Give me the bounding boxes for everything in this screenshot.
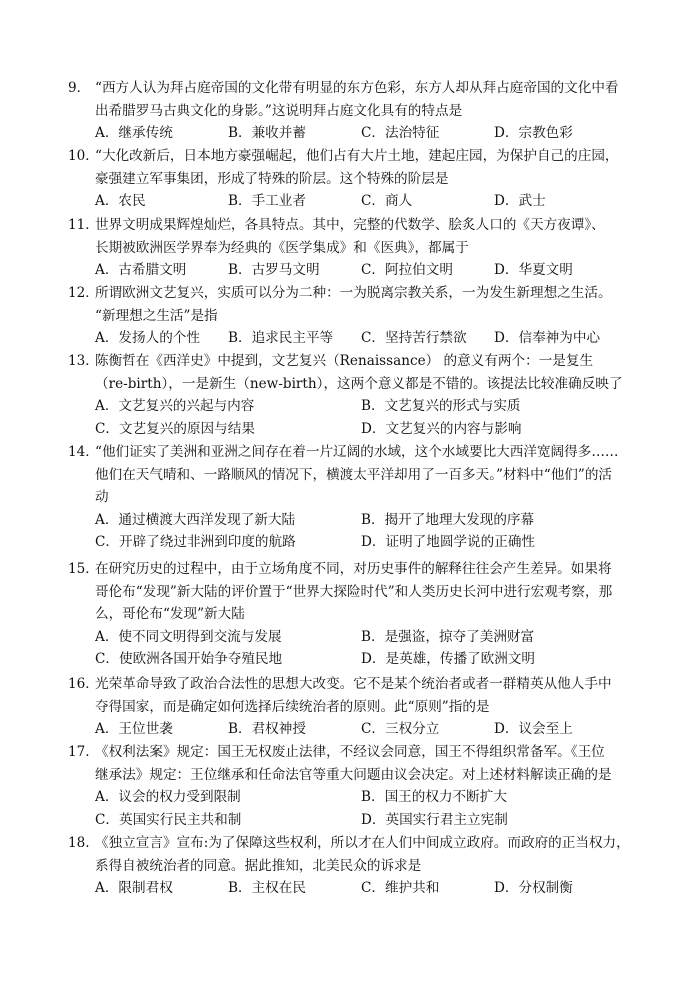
question-17: [68, 741, 668, 831]
options-row: [68, 259, 668, 282]
question-text-line: 继承法》规定：王位继承和任命法官等重大问题由议会决定。对上述材料解读正确的是: [95, 766, 612, 783]
question-text-line: （re-birth），一是新生（new-birth），这两个意义都是不错的。该提法比较准确反映了: [95, 375, 623, 392]
option-a[interactable]: A．议会的权力受到限制: [95, 789, 241, 806]
question-number: 13．: [68, 353, 99, 369]
option-b[interactable]: B．揭开了地理大发现的序幕: [361, 511, 535, 528]
question-text-line: 动: [95, 489, 109, 506]
options-row: [68, 809, 668, 832]
question-number: 11．: [68, 217, 99, 233]
question-text-line: 世界文明成果辉煌灿烂，各具特点。其中，完整的代数学、脍炙人口的《天方夜谭》、: [95, 217, 605, 233]
question-number: 12．: [68, 285, 99, 301]
question-text-line: 陈衡哲在《西洋史》中提到，文艺复兴（Renaissance） 的意义有两个：一是复生: [95, 353, 594, 369]
question-text-line: 光荣革命导致了政治合法性的思想大改变。它不是某个统治者或者一群精英从他人手中: [95, 676, 612, 692]
option-a[interactable]: A．通过横渡大西洋发现了新大陆: [95, 511, 296, 528]
question-number: 18.: [68, 835, 90, 851]
option-b[interactable]: B．追求民主平等: [228, 330, 334, 347]
option-b[interactable]: B．手工业者: [228, 193, 306, 210]
option-c[interactable]: C．开辟了绕过非洲到印度的航路: [95, 534, 296, 551]
question-text-line: 么，哥伦布“发现”新大陆: [95, 606, 245, 623]
options-row: [68, 877, 668, 900]
option-c[interactable]: C．文艺复兴的原因与结果: [95, 420, 255, 437]
options-row: [68, 327, 668, 350]
option-d[interactable]: D．是英雄，传播了欧洲文明: [361, 651, 536, 668]
option-a[interactable]: A．发扬人的个性: [95, 330, 200, 347]
question-text-line: 所谓欧洲文艺复兴，实质可以分为二种：一为脱离宗教关系，一为发生新理想之生活。: [95, 285, 612, 301]
options-row: [68, 531, 668, 554]
question-text-line: 出希腊罗马古典文化的身影。”这说明拜占庭文化具有的特点是: [95, 102, 463, 119]
question-text-line: 长期被欧洲医学界奉为经典的《医学集成》和《医典》，都属于: [95, 239, 469, 256]
question-number: 16．: [68, 676, 99, 692]
question-text-line: 系得自被统治者的同意。据此推知，北美民众的诉求是: [95, 857, 422, 874]
option-c[interactable]: C．维护共和: [361, 880, 440, 897]
option-d[interactable]: D．证明了地圆学说的正确性: [361, 534, 536, 551]
question-11: [68, 214, 668, 282]
question-18: [68, 832, 668, 900]
option-d[interactable]: D．英国实行君主立宪制: [361, 811, 508, 828]
option-c[interactable]: C．使欧洲各国开始争夺殖民地: [95, 651, 283, 668]
question-text-line: 在研究历史的过程中，由于立场角度不同，对历史事件的解释往往会产生差异。如果将: [95, 561, 612, 577]
option-b[interactable]: B．君权神授: [228, 721, 306, 738]
options-row: [68, 786, 668, 809]
option-b[interactable]: B．古罗马文明: [228, 262, 320, 279]
options-row: [68, 122, 668, 145]
question-text-line: 他们在天气晴和、一路顺风的情况下，横渡太平洋却用了一百多天。”材料中“他们”的活: [95, 466, 613, 483]
option-a[interactable]: A．文艺复兴的兴起与内容: [95, 398, 255, 415]
question-9: [68, 77, 668, 145]
option-b[interactable]: B．文艺复兴的形式与实质: [361, 398, 521, 415]
option-c[interactable]: C．英国实行民主共和制: [95, 811, 242, 828]
option-d[interactable]: D．分权制衡: [494, 880, 573, 897]
options-row: [68, 718, 668, 741]
question-14: [68, 441, 668, 554]
question-text-line: 豪强建立军事集团，形成了特殊的阶层。这个特殊的阶层是: [95, 170, 449, 187]
option-d[interactable]: D．武士: [494, 193, 546, 210]
question-text-line: “西方人认为拜占庭帝国的文化带有明显的东方色彩，东方人却从拜占庭帝国的文化中看: [95, 80, 619, 96]
option-c[interactable]: C．三权分立: [361, 721, 440, 738]
options-row: [68, 395, 668, 418]
question-number: 14．: [68, 444, 99, 460]
options-row: [68, 418, 668, 441]
question-text-line: 哥伦布“发现”新大陆的评价置于“世界大探险时代”和人类历史长河中进行宏观考察，那: [95, 583, 613, 600]
option-c[interactable]: C．阿拉伯文明: [361, 262, 453, 279]
question-10: [68, 145, 668, 213]
question-number: 9．: [68, 80, 91, 96]
option-a[interactable]: A．继承传统: [95, 125, 173, 142]
option-a[interactable]: A．使不同文明得到交流与发展: [95, 628, 282, 645]
question-15: [68, 558, 668, 671]
option-b[interactable]: B．国王的权力不断扩大: [361, 789, 507, 806]
option-a[interactable]: A．限制君权: [95, 880, 173, 897]
option-c[interactable]: C．坚持苦行禁欲: [361, 330, 467, 347]
question-number: 17.: [68, 744, 90, 760]
question-number: 10．: [68, 148, 99, 164]
options-row: [68, 190, 668, 213]
question-text-line: 《独立宣言》宣布:为了保障这些权利，所以才在人们中间成立政府。而政府的正当权力，: [95, 835, 630, 851]
option-d[interactable]: D．信奉神为中心: [494, 330, 601, 347]
option-a[interactable]: A．农民: [95, 193, 146, 210]
option-c[interactable]: C．法治特征: [361, 125, 440, 142]
question-13: [68, 350, 668, 440]
options-row: [68, 648, 668, 671]
option-d[interactable]: D．华夏文明: [494, 262, 573, 279]
option-d[interactable]: D．议会至上: [494, 721, 573, 738]
question-text-line: 《权利法案》规定：国王无权废止法律，不经议会同意，国王不得组织常备军。《王位: [95, 744, 605, 760]
option-d[interactable]: D．文艺复兴的内容与影响: [361, 420, 522, 437]
option-a[interactable]: A．古希腊文明: [95, 262, 187, 279]
option-a[interactable]: A．王位世袭: [95, 721, 173, 738]
question-text-line: “大化改新后，日本地方豪强崛起，他们占有大片土地，建起庄园，为保护自己的庄园，: [95, 148, 619, 164]
option-d[interactable]: D．宗教色彩: [494, 125, 573, 142]
options-row: [68, 509, 668, 532]
question-text-line: “他们证实了美洲和亚洲之间存在着一片辽阔的水域，这个水域要比大西洋宽阔得多……: [95, 444, 619, 460]
question-12: [68, 282, 668, 350]
option-b[interactable]: B．是强盗，掠夺了美洲财富: [361, 628, 535, 645]
question-number: 15．: [68, 561, 99, 577]
question-text-line: “新理想之生活”是指: [95, 307, 218, 324]
option-b[interactable]: B．主权在民: [228, 880, 306, 897]
question-text-line: 夺得国家，而是确定如何选择后续统治者的原则。此“原则”指的是: [95, 698, 490, 715]
option-b[interactable]: B．兼收并蓄: [228, 125, 306, 142]
options-row: [68, 626, 668, 649]
question-16: [68, 673, 668, 741]
option-c[interactable]: C．商人: [361, 193, 413, 210]
